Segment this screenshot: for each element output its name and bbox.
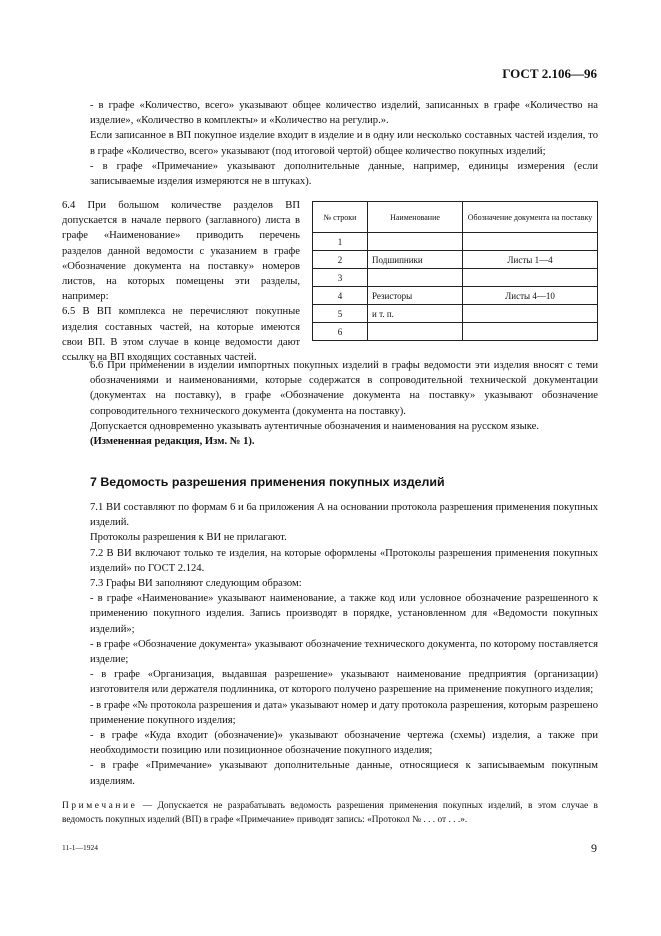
table-header-cell: № строки — [313, 202, 368, 233]
left-column-text — [62, 198, 300, 365]
table-cell: Листы 4—10 — [463, 287, 598, 305]
table-cell: 3 — [313, 269, 368, 287]
table-row — [313, 305, 598, 323]
table-header-cell: Наименование — [368, 202, 463, 233]
table-cell — [368, 233, 463, 251]
table-cell: 5 — [313, 305, 368, 323]
top-text-block — [90, 98, 598, 189]
paragraph: - в графе «Наименование» указывают наименование, а также код или условное обозначение разрешенного к применению покупного изделия. Запись производят в порядке, установленном для «Ведомости покупных изделий»; — [90, 593, 598, 635]
table-cell — [463, 269, 598, 287]
paragraph: - в графе «Организация, выдавшая разрешение» указывают наименование предприятия (организации) изготовителя или держателя подлинника, от которого получено разрешение на применение покупного изделия; — [90, 669, 598, 696]
paragraph: 7.3 Графы ВИ заполняют следующим образом: — [90, 578, 302, 590]
paragraph: - в графе «Куда входит (обозначение)» указывают обозначение чертежа (схемы) изделия, а также при необходимости позицию или позиционное обозначение покупного изделия; — [90, 730, 598, 757]
paragraph: - в графе «Примечание» указывают дополнительные данные, относящиеся к записываемым покупным изделиям. — [90, 760, 598, 787]
table-cell — [463, 233, 598, 251]
table-cell: Подшипники — [368, 251, 463, 269]
section-heading: 7 Ведомость разрешения применения покупных изделий — [90, 475, 445, 489]
table-cell — [463, 305, 598, 323]
table-row — [313, 323, 598, 341]
table-cell: Листы 1—4 — [463, 251, 598, 269]
table-row — [313, 251, 598, 269]
paragraph: 7.2 В ВИ включают только те изделия, на которые оформлены «Протоколы разрешения применения покупных изделий» по ГОСТ 2.124. — [90, 547, 598, 574]
table-cell — [463, 323, 598, 341]
paragraph: - в графе «Количество, всего» указывают общее количество изделий, записанных в графе «Количество на изделие», «Количество в комплекты» и «Количество на регулир.». — [90, 100, 598, 127]
table-cell: 1 — [313, 233, 368, 251]
table-row — [313, 269, 598, 287]
table-header-row — [313, 202, 598, 233]
paragraph: 6.5 В ВП комплекса не перечисляют покупные изделия составных частей, на которые имеются свои ВП. В этом случае в конце ведомости дают ссылку на ВП входящих составных частей. — [62, 306, 300, 364]
note-label: Примечание — [62, 801, 138, 811]
table-cell: 4 — [313, 287, 368, 305]
table-cell — [368, 323, 463, 341]
paragraph: Протоколы разрешения к ВИ не прилагают. — [90, 532, 287, 544]
example-table — [312, 201, 598, 341]
table-cell: 6 — [313, 323, 368, 341]
edit-note: (Измененная редакция, Изм. № 1). — [90, 436, 255, 448]
table-cell — [368, 269, 463, 287]
table-cell: 2 — [313, 251, 368, 269]
paragraph: - в графе «№ протокола разрешения и дата» указывают номер и дату протокола разрешения, которым разрешено применение покупного изделия; — [90, 699, 598, 726]
page-number: 9 — [591, 841, 597, 855]
paragraph: 6.6 При применении в изделии импортных покупных изделий в графы ведомости эти изделия вносят с теми обозначениями и наименованиями, которые содержатся в сопроводительной технической документации (документах на поставку), в графе «Обозначение документа на поставку» указывают обозначение сопроводительного технического документа (документа на поставку). — [90, 360, 598, 417]
paragraph: Если записанное в ВП покупное изделие входит в изделие и в одну или несколько составных частей изделия, то в графе «Количество, всего» указывают (под итоговой чертой) общее количество покупных изделий; — [90, 130, 598, 157]
mid-text-block — [90, 358, 598, 449]
paragraph: 6.4 При большом количестве разделов ВП допускается в начале первого (заглавного) листа в графе «Наименование» приводить перечень разделов данной ведомости с указанием в графе «Обозначение документа на поставку» номеров листов, на которых помещены эти разделы, например: — [62, 200, 300, 303]
paragraph: - в графе «Примечание» указывают дополнительные данные, например, единицы измерения (если записываемые изделия измеряются не в штуках). — [90, 160, 598, 188]
table-row — [313, 233, 598, 251]
table-header-cell: Обозначение документа на поставку — [463, 202, 598, 233]
section-text-block — [90, 500, 598, 789]
table-cell: и т. п. — [368, 305, 463, 323]
table-cell: Резисторы — [368, 287, 463, 305]
paragraph: 7.1 ВИ составляют по формам 6 и 6а приложения А на основании протокола разрешения применения покупных изделий. — [90, 502, 598, 529]
paragraph: - в графе «Обозначение документа» указывают обозначение технического документа, по которому поставляется изделие; — [90, 638, 598, 666]
note-block — [62, 800, 598, 827]
standard-header: ГОСТ 2.106—96 — [502, 66, 597, 81]
note-text: — Допускается не разрабатывать ведомость разрешения применения покупных изделий, в этом случае в ведомость покупных изделий (ВП) в графе «Примечание» приводят запись: «Протокол № . . . от . . .». — [62, 801, 598, 825]
footer-code: 11-1—1924 — [62, 843, 98, 852]
paragraph: Допускается одновременно указывать аутентичные обозначения и наименования на русском языке. — [90, 420, 540, 432]
table-row — [313, 287, 598, 305]
